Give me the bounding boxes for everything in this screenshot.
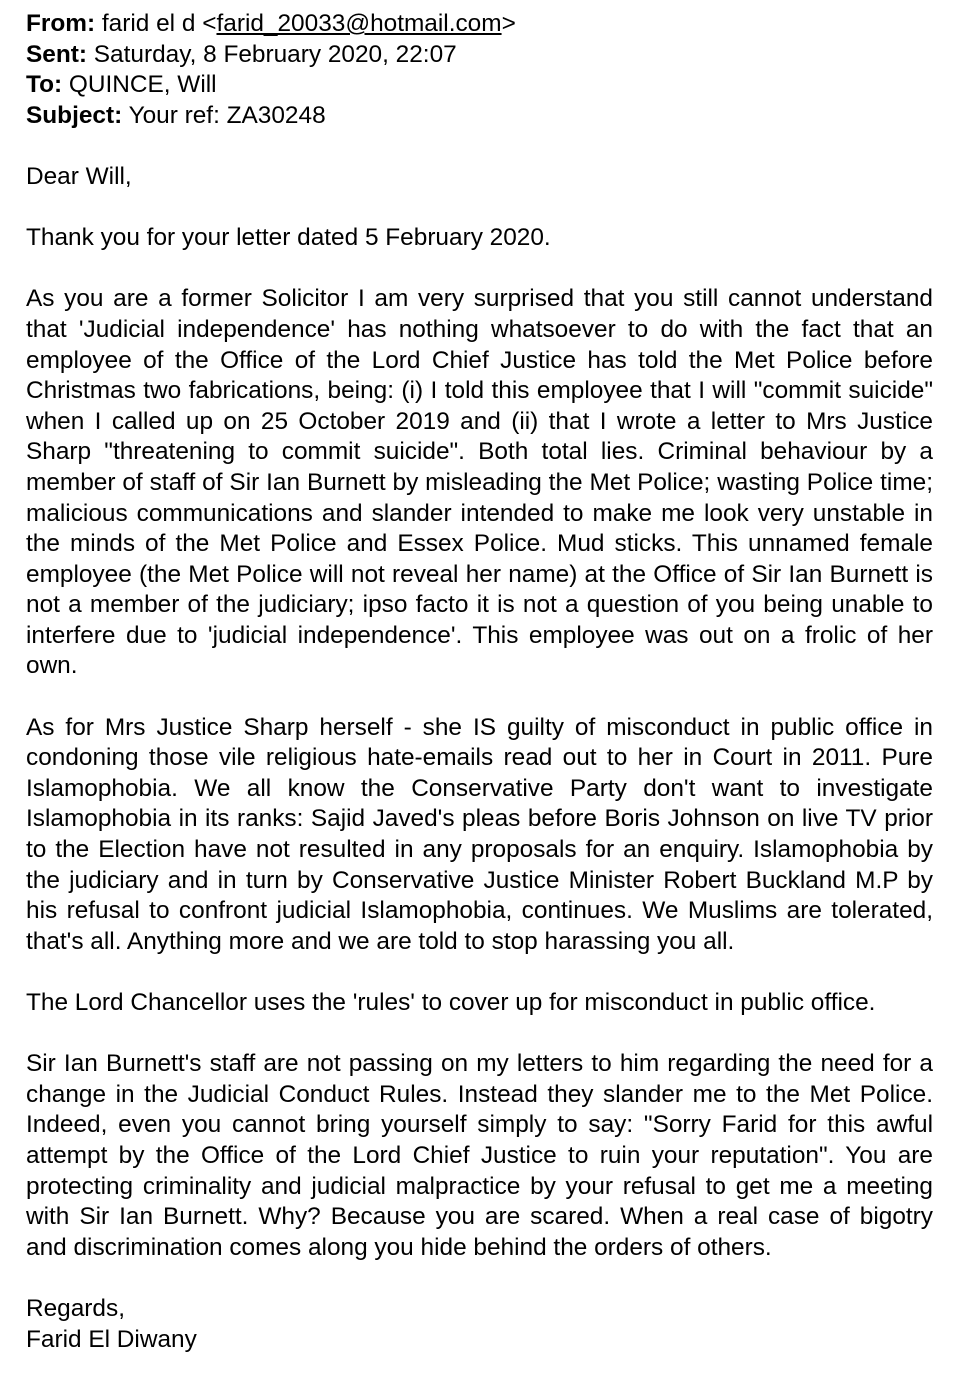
from-line [26,9,933,40]
subject-text: Your ref: ZA30248 [128,101,326,129]
subject-line [26,101,933,132]
spacer [26,682,933,713]
to-label: To: [26,71,63,99]
spacer [26,1263,933,1294]
recipient: QUINCE, Will [68,71,217,99]
body-paragraph-5: Sir Ian Burnett's staff are not passing on my letters to him regarding the need for a change in the Judicial Conduct Rules. Instead they slander me to the Met Police. Indeed, even you cannot bring yourself simply to say: "Sorry Farid for this awful attempt by the Office of the Lord Chief Justice to ruin your reputation". You are protecting criminality and judicial malpractice by your refusal to get me a meeting with Sir Ian Burnett. Why? Because you are scared. When a real case of bigotry and discrimination comes along you hide behind the orders of others. [26,1050,933,1261]
body-paragraph-3: As for Mrs Justice Sharp herself - she IS guilty of misconduct in public office in condoning those vile religious hate-emails read out to her in Court in 2011. Pure Islamophobia. We all know the Conservative Party don't want to investigate Islamophobia in its ranks: Sajid Javed's pleas before Boris Johnson on live TV prior to the Election have not resulted in any proposals for an enquiry. Islamophobia by the judiciary and in turn by Conservative Justice Minister Robert Buckland M.P by his refusal to confront judicial Islamophobia, continues. We Muslims are tolerated, that's all. Anything more and we are told to stop harassing you all. [26,713,933,955]
email-header [26,9,933,131]
sent-label: Sent: [26,40,87,68]
from-label: From: [26,10,96,37]
signature: Farid El Diwany [26,1325,197,1353]
closing: Regards, [26,1294,125,1322]
spacer [26,193,933,224]
spacer [26,957,933,988]
sent-date: Saturday, 8 February 2020, 22:07 [93,40,457,68]
sender-email-link[interactable]: farid_20033@hotmail.com [216,10,502,37]
spacer [26,1019,933,1050]
body-paragraph-4: The Lord Chancellor uses the 'rules' to cover up for misconduct in public office. [26,989,876,1016]
spacer [26,254,933,285]
sender-email-close: > [501,10,516,37]
subject-label: Subject: [26,101,123,129]
body-paragraph-1: Thank you for your letter dated 5 February 2020. [26,224,551,252]
sender-name: farid el d [101,10,196,37]
sender-email-open: < [202,10,217,37]
sent-line [26,40,933,71]
to-line [26,70,933,101]
salutation: Dear Will, [26,162,132,190]
body-paragraph-2: As you are a former Solicitor I am very surprised that you still cannot understand that 'Judicial independence' has nothing whatsoever to do with the fact that an employee of the Office of the Lord Chief Justice has told the Met Police before Christmas two fabrications, being: (i) I told this employee that I will "commit suicide" when I called up on 25 October 2019 and (ii) that I wrote a letter to Mrs Justice Sharp "threatening to commit suicide". Both total lies. Criminal behaviour by a member of staff of Sir Ian Burnett by misleading the Met Police; wasting Police time; malicious communications and slander intended to make me look very unstable in the minds of the Met Police and Essex Police. Mud sticks. This unnamed female employee (the Met Police will not reveal her name) at the Office of Sir Ian Burnett is not a member of the judiciary; ipso facto it is not a question of you being unable to interfere due to 'judicial independence'. This employee was out on a frolic of her own. [26,285,933,680]
spacer [26,131,933,162]
